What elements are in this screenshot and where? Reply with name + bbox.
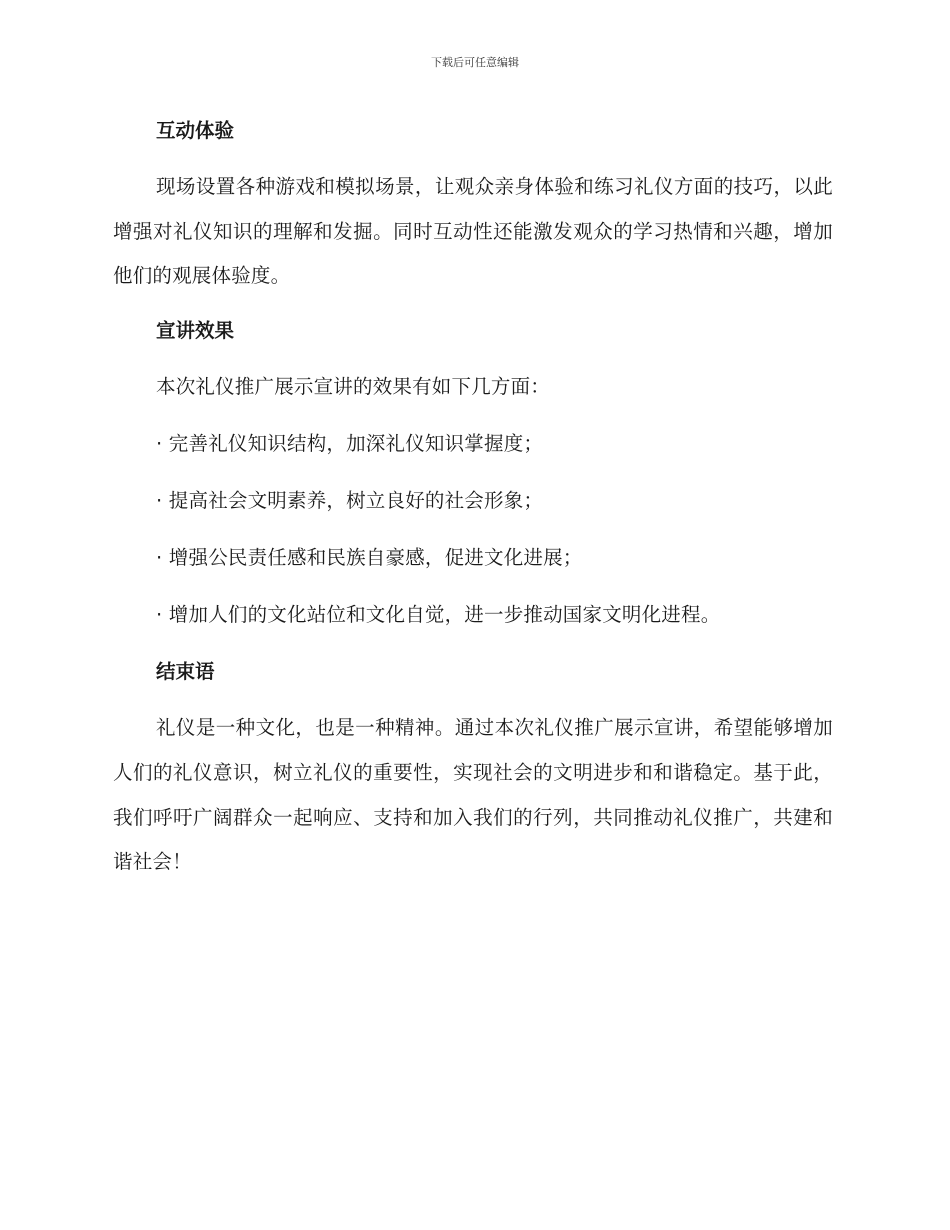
effects-bullet-4: · 增加人们的文化站位和文化自觉，进一步推动国家文明化进程。 bbox=[156, 603, 721, 627]
section-body-interactive: 现场设置各种游戏和模拟场景，让观众亲身体验和练习礼仪方面的技巧，以此增强对礼仪知识的理解和发掘。同时互动性还能激发观众的学习热情和兴趣，增加他们的观展体验度。 bbox=[113, 175, 833, 288]
section-title-effects: 宣讲效果 bbox=[156, 319, 235, 343]
document-body bbox=[113, 114, 833, 885]
section-title-interactive: 互动体验 bbox=[156, 119, 235, 142]
effects-bullet-3: · 增强公民责任感和民族自豪感，促进文化进展； bbox=[156, 546, 583, 570]
section-title-conclusion: 结束语 bbox=[156, 660, 215, 684]
effects-bullet-1: · 完善礼仪知识结构，加深礼仪知识掌握度； bbox=[156, 432, 544, 456]
effects-bullet-2: · 提高社会文明素养，树立良好的社会形象； bbox=[156, 489, 544, 513]
section-body-conclusion: 礼仪是一种文化，也是一种精神。通过本次礼仪推广展示宣讲，希望能够增加人们的礼仪意识，树立礼仪的重要性，实现社会的文明进步和和谐稳定。基于此，我们呼吁广阔群众一起响应、支持和加入我们的行列，共同推动礼仪推广，共建和谐社会！ bbox=[113, 716, 833, 874]
effects-intro: 本次礼仪推广展示宣讲的效果有如下几方面： bbox=[156, 375, 551, 399]
header-note: 下载后可任意编辑 bbox=[431, 56, 519, 69]
